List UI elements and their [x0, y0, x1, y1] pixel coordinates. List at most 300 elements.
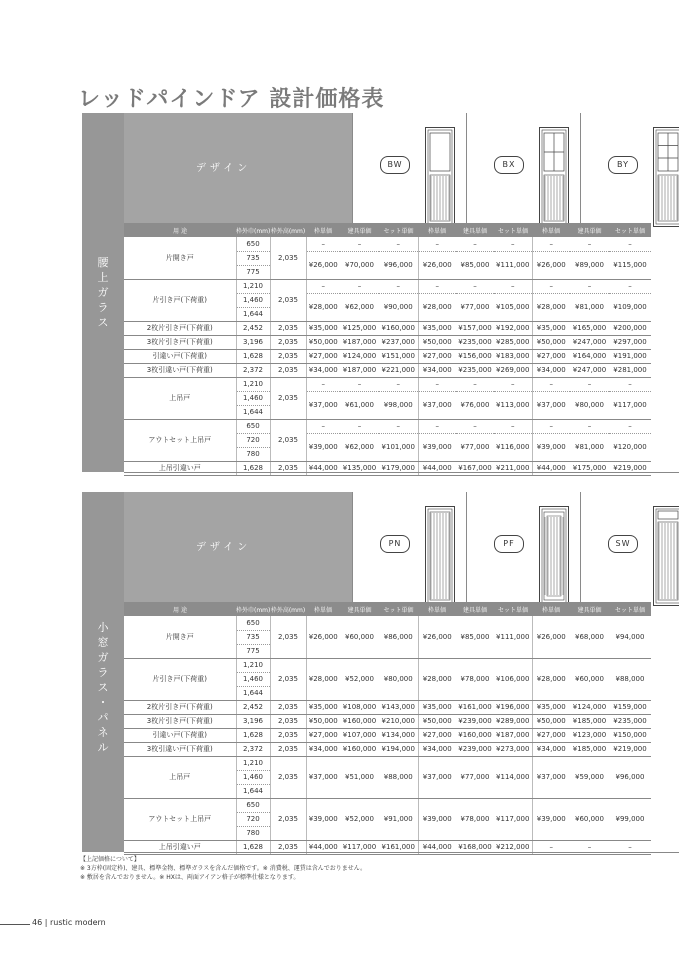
price-cell: ¥160,000 [340, 742, 379, 756]
price-cell: ¥50,000 [532, 335, 570, 349]
table-row [124, 756, 651, 770]
section-side-text [82, 255, 124, 330]
door-code-badge: BX [494, 156, 524, 174]
price-cell: ¥50,000 [418, 714, 456, 728]
row-use: 引違い戸(下荷重) [124, 728, 236, 742]
price-cell: ¥196,000 [494, 700, 532, 714]
price-cell: ¥239,000 [456, 742, 494, 756]
price-cell: ¥160,000 [379, 321, 418, 335]
cell-width: 1,628 [236, 461, 270, 475]
column-header: 用 途 [124, 602, 236, 616]
price-cell: ¥34,000 [306, 363, 340, 377]
table-row [124, 742, 651, 756]
price-cell: – [532, 840, 570, 854]
price-cell: – [379, 237, 418, 251]
door-design-sw [580, 492, 679, 602]
cell-width: 2,452 [236, 700, 270, 714]
price-cell: ¥247,000 [570, 363, 609, 377]
price-section-glass [82, 113, 679, 472]
column-header: セット単価 [494, 223, 532, 237]
cell-height: 2,035 [270, 419, 306, 461]
door-illustration [653, 127, 679, 227]
price-cell: ¥78,000 [456, 798, 494, 840]
price-cell: ¥185,000 [570, 742, 609, 756]
section-side-text [82, 620, 124, 755]
side-char: ネ [97, 726, 109, 739]
price-cell: ¥62,000 [340, 433, 379, 461]
side-char: 窓 [97, 636, 109, 649]
cell-height: 2,035 [270, 335, 306, 349]
side-char: ガ [97, 286, 109, 299]
price-cell: – [306, 377, 340, 391]
price-cell: – [418, 279, 456, 293]
price-cell: ¥28,000 [418, 658, 456, 700]
price-cell: ¥212,000 [494, 840, 532, 854]
section-bottom-rule [124, 472, 679, 473]
price-cell: ¥28,000 [532, 658, 570, 700]
cell-height: 2,035 [270, 714, 306, 728]
price-cell: ¥80,000 [570, 391, 609, 419]
side-char: 小 [97, 621, 109, 634]
price-cell: ¥179,000 [379, 461, 418, 475]
design-header [124, 492, 352, 602]
price-cell: ¥28,000 [306, 658, 340, 700]
price-cell: ¥37,000 [418, 756, 456, 798]
column-header: 建具単価 [456, 223, 494, 237]
door-design-pn [352, 492, 467, 602]
side-char: ス [97, 681, 109, 694]
price-cell: ¥116,000 [494, 433, 532, 461]
price-cell: ¥27,000 [418, 349, 456, 363]
side-char: ル [97, 741, 109, 754]
price-cell: ¥52,000 [340, 798, 379, 840]
cell-width: 650 [236, 616, 270, 630]
footer-rule [0, 924, 30, 925]
price-cell: – [532, 377, 570, 391]
table-row [124, 700, 651, 714]
row-use: 3枚引違い戸(下荷重) [124, 363, 236, 377]
price-cell: ¥123,000 [570, 728, 609, 742]
column-header: 枠単価 [306, 223, 340, 237]
price-cell: ¥28,000 [532, 293, 570, 321]
door-code-badge: PN [380, 535, 410, 553]
price-cell: ¥88,000 [379, 756, 418, 798]
notes-line-2: ※ 敷居を含んでおりません。※ HXは、両面アイアン格子が標準仕様となります。 [80, 874, 300, 881]
price-cell: – [418, 419, 456, 433]
cell-width: 1,628 [236, 728, 270, 742]
price-table [124, 602, 651, 855]
column-header: セット単価 [494, 602, 532, 616]
price-cell: ¥192,000 [494, 321, 532, 335]
price-cell: ¥50,000 [306, 335, 340, 349]
table-row [124, 616, 651, 630]
price-cell: ¥210,000 [379, 714, 418, 728]
price-cell: ¥125,000 [340, 321, 379, 335]
cell-width: 2,452 [236, 321, 270, 335]
price-cell: ¥115,000 [609, 251, 651, 279]
row-use: 3枚片引き戸(下荷重) [124, 714, 236, 728]
door-code-badge: SW [608, 535, 638, 553]
price-cell: ¥68,000 [570, 616, 609, 658]
price-cell: ¥168,000 [456, 840, 494, 854]
price-cell: ¥39,000 [306, 433, 340, 461]
row-use: 上吊戸 [124, 756, 236, 798]
side-char: ラ [97, 301, 109, 314]
table-row [124, 798, 651, 812]
door-illustration [653, 506, 679, 606]
cell-height: 2,035 [270, 756, 306, 798]
cell-width: 1,644 [236, 307, 270, 321]
row-use: アウトセット上吊戸 [124, 419, 236, 461]
price-cell: ¥88,000 [609, 658, 651, 700]
price-cell: ¥235,000 [609, 714, 651, 728]
price-cell: – [340, 279, 379, 293]
cell-width: 650 [236, 798, 270, 812]
price-cell: ¥51,000 [340, 756, 379, 798]
cell-height: 2,035 [270, 237, 306, 279]
row-use: アウトセット上吊戸 [124, 798, 236, 840]
row-use: 3枚片引き戸(下荷重) [124, 335, 236, 349]
price-cell: – [306, 419, 340, 433]
cell-width: 2,372 [236, 363, 270, 377]
table-row [124, 363, 651, 377]
price-cell: ¥35,000 [532, 700, 570, 714]
price-cell: ¥77,000 [456, 756, 494, 798]
price-cell: ¥91,000 [379, 798, 418, 840]
price-cell: ¥77,000 [456, 293, 494, 321]
price-cell: ¥150,000 [609, 728, 651, 742]
column-header: 建具単価 [340, 602, 379, 616]
cell-width: 720 [236, 812, 270, 826]
price-cell: – [532, 237, 570, 251]
price-cell: ¥39,000 [532, 798, 570, 840]
cell-height: 2,035 [270, 461, 306, 475]
price-cell: – [418, 377, 456, 391]
price-cell: – [340, 419, 379, 433]
price-cell: ¥37,000 [418, 391, 456, 419]
table-row [124, 728, 651, 742]
price-cell: ¥219,000 [609, 461, 651, 475]
price-cell: ¥157,000 [456, 321, 494, 335]
row-use: 片開き戸 [124, 237, 236, 279]
column-header: セット単価 [379, 223, 418, 237]
table-row [124, 419, 651, 433]
price-cell: ¥167,000 [456, 461, 494, 475]
price-section-panel [82, 492, 679, 852]
price-cell: ¥111,000 [494, 251, 532, 279]
price-cell: ¥94,000 [609, 616, 651, 658]
price-cell: ¥81,000 [570, 293, 609, 321]
cell-width: 1,210 [236, 658, 270, 672]
price-cell: ¥35,000 [418, 321, 456, 335]
price-cell: – [306, 279, 340, 293]
row-use: 上吊引違い戸 [124, 461, 236, 475]
price-cell: – [306, 237, 340, 251]
cell-height: 2,035 [270, 279, 306, 321]
price-cell: ¥194,000 [379, 742, 418, 756]
price-cell: ¥108,000 [340, 700, 379, 714]
price-cell: – [609, 279, 651, 293]
price-cell: ¥151,000 [379, 349, 418, 363]
row-use: 引違い戸(下荷重) [124, 349, 236, 363]
price-table [124, 223, 651, 476]
price-cell: ¥156,000 [456, 349, 494, 363]
price-cell: ¥52,000 [340, 658, 379, 700]
price-cell: ¥78,000 [456, 658, 494, 700]
price-cell: ¥44,000 [532, 461, 570, 475]
price-cell: ¥34,000 [418, 363, 456, 377]
price-cell: ¥39,000 [306, 798, 340, 840]
cell-width: 780 [236, 826, 270, 840]
cell-width: 3,196 [236, 714, 270, 728]
price-cell: ¥34,000 [532, 742, 570, 756]
row-use: 2枚片引き戸(下荷重) [124, 321, 236, 335]
price-cell: ¥26,000 [418, 616, 456, 658]
price-cell: ¥113,000 [494, 391, 532, 419]
price-cell: – [494, 377, 532, 391]
price-cell: ¥60,000 [570, 798, 609, 840]
price-cell: – [609, 419, 651, 433]
price-cell: ¥27,000 [418, 728, 456, 742]
column-header: 建具単価 [570, 223, 609, 237]
price-cell: ¥37,000 [306, 391, 340, 419]
price-cell: ¥26,000 [418, 251, 456, 279]
price-cell: ¥26,000 [532, 251, 570, 279]
door-code-badge: PF [494, 535, 524, 553]
price-cell: ¥39,000 [418, 433, 456, 461]
price-cell: ¥107,000 [340, 728, 379, 742]
column-header: 枠外巾(mm) [236, 602, 270, 616]
price-cell: ¥35,000 [306, 700, 340, 714]
price-cell: – [494, 419, 532, 433]
column-header: セット単価 [609, 223, 651, 237]
cell-height: 2,035 [270, 658, 306, 700]
column-header: 枠単価 [418, 223, 456, 237]
column-header: 建具単価 [456, 602, 494, 616]
price-cell: ¥44,000 [418, 461, 456, 475]
price-cell: – [609, 840, 651, 854]
price-cell: ¥134,000 [379, 728, 418, 742]
price-cell: – [456, 377, 494, 391]
price-cell: ¥60,000 [570, 658, 609, 700]
column-header: 枠単価 [532, 223, 570, 237]
door-design-bx [466, 113, 581, 223]
price-cell: ¥297,000 [609, 335, 651, 349]
cell-width: 1,210 [236, 279, 270, 293]
price-cell: ¥117,000 [340, 840, 379, 854]
price-cell: ¥26,000 [306, 251, 340, 279]
cell-width: 3,196 [236, 335, 270, 349]
price-cell: ¥34,000 [532, 363, 570, 377]
row-use: 片引き戸(下荷重) [124, 279, 236, 321]
design-header [124, 113, 352, 223]
cell-width: 1,644 [236, 686, 270, 700]
page-footer [32, 918, 106, 927]
cell-width: 1,460 [236, 391, 270, 405]
side-char: ・ [97, 696, 109, 709]
price-cell: ¥235,000 [456, 363, 494, 377]
price-cell: – [379, 377, 418, 391]
price-cell: ¥124,000 [570, 700, 609, 714]
row-use: 上吊戸 [124, 377, 236, 419]
row-use: 片引き戸(下荷重) [124, 658, 236, 700]
price-cell: ¥85,000 [456, 616, 494, 658]
price-cell: ¥114,000 [494, 756, 532, 798]
column-header: 枠単価 [306, 602, 340, 616]
price-cell: ¥28,000 [418, 293, 456, 321]
price-cell: ¥235,000 [456, 335, 494, 349]
price-cell: – [532, 279, 570, 293]
column-header: 用 途 [124, 223, 236, 237]
footer-brand: rustic modern [49, 918, 106, 927]
cell-width: 775 [236, 265, 270, 279]
column-header: 建具単価 [570, 602, 609, 616]
column-header: 枠単価 [418, 602, 456, 616]
price-cell: ¥183,000 [494, 349, 532, 363]
price-cell: – [532, 419, 570, 433]
price-cell: ¥27,000 [306, 349, 340, 363]
price-cell: ¥85,000 [456, 251, 494, 279]
cell-height: 2,035 [270, 728, 306, 742]
price-cell: – [609, 237, 651, 251]
section-side-label [82, 113, 124, 472]
table-row [124, 349, 651, 363]
page-title: レッドパインドア 設計価格表 [78, 87, 385, 112]
cell-width: 650 [236, 237, 270, 251]
price-cell: ¥50,000 [532, 714, 570, 728]
cell-height: 2,035 [270, 363, 306, 377]
price-cell: – [570, 279, 609, 293]
table-row [124, 714, 651, 728]
table-row [124, 335, 651, 349]
price-cell: ¥77,000 [456, 433, 494, 461]
table-row [124, 321, 651, 335]
cell-width: 1,628 [236, 840, 270, 854]
cell-height: 2,035 [270, 840, 306, 854]
price-cell: ¥117,000 [609, 391, 651, 419]
price-cell: ¥81,000 [570, 433, 609, 461]
price-cell: ¥165,000 [570, 321, 609, 335]
price-cell: ¥106,000 [494, 658, 532, 700]
price-cell: ¥99,000 [609, 798, 651, 840]
cell-height: 2,035 [270, 321, 306, 335]
price-cell: ¥247,000 [570, 335, 609, 349]
cell-height: 2,035 [270, 700, 306, 714]
side-char: ガ [97, 651, 109, 664]
price-cell: ¥161,000 [379, 840, 418, 854]
price-cell: ¥237,000 [379, 335, 418, 349]
price-cell: – [456, 237, 494, 251]
price-cell: – [340, 237, 379, 251]
price-cell: ¥35,000 [418, 700, 456, 714]
price-cell: ¥44,000 [306, 840, 340, 854]
cell-height: 2,035 [270, 616, 306, 658]
price-cell: ¥90,000 [379, 293, 418, 321]
door-code-badge: BY [608, 156, 638, 174]
door-design-bw [352, 113, 467, 223]
table-row [124, 377, 651, 391]
side-char: パ [97, 711, 109, 724]
door-illustration [539, 127, 569, 227]
price-cell: ¥120,000 [609, 433, 651, 461]
price-cell: – [609, 377, 651, 391]
column-header: セット単価 [379, 602, 418, 616]
section-bottom-rule [124, 852, 679, 853]
column-header: 枠単価 [532, 602, 570, 616]
price-cell: ¥191,000 [609, 349, 651, 363]
price-cell: – [379, 419, 418, 433]
price-cell: ¥60,000 [340, 616, 379, 658]
cell-width: 1,460 [236, 672, 270, 686]
column-header: 枠外高(mm) [270, 223, 306, 237]
price-cell: ¥28,000 [306, 293, 340, 321]
price-cell: ¥39,000 [418, 798, 456, 840]
cell-width: 1,644 [236, 784, 270, 798]
price-cell: ¥96,000 [379, 251, 418, 279]
price-cell: ¥160,000 [456, 728, 494, 742]
price-cell: ¥35,000 [532, 321, 570, 335]
cell-height: 2,035 [270, 377, 306, 419]
notes-line-1: ※ 3方枠(固定枠)、建具、標準金物、標準ガラスを含んだ価格です。※ 消費税、運賃は含んでおりません。 [80, 865, 367, 872]
price-cell: ¥34,000 [418, 742, 456, 756]
door-illustration [425, 506, 455, 606]
price-cell: ¥135,000 [340, 461, 379, 475]
page-number: 46 [32, 918, 43, 927]
price-cell: ¥289,000 [494, 714, 532, 728]
cell-height: 2,035 [270, 742, 306, 756]
price-cell: ¥105,000 [494, 293, 532, 321]
price-cell: – [456, 279, 494, 293]
row-use: 片開き戸 [124, 616, 236, 658]
price-cell: – [494, 237, 532, 251]
price-cell: ¥27,000 [532, 728, 570, 742]
column-header: 建具単価 [340, 223, 379, 237]
side-char: 腰 [97, 256, 109, 269]
price-cell: ¥161,000 [456, 700, 494, 714]
price-cell: ¥59,000 [570, 756, 609, 798]
price-cell: ¥37,000 [532, 756, 570, 798]
price-cell: ¥143,000 [379, 700, 418, 714]
cell-width: 735 [236, 251, 270, 265]
door-illustration [425, 127, 455, 227]
cell-width: 1,460 [236, 293, 270, 307]
price-cell: ¥26,000 [532, 616, 570, 658]
row-use: 3枚引違い戸(下荷重) [124, 742, 236, 756]
door-code-badge: BW [380, 156, 410, 174]
price-cell: ¥111,000 [494, 616, 532, 658]
price-cell: – [418, 237, 456, 251]
price-cell: ¥219,000 [609, 742, 651, 756]
cell-width: 1,210 [236, 377, 270, 391]
price-cell: ¥27,000 [532, 349, 570, 363]
price-cell: ¥273,000 [494, 742, 532, 756]
price-cell: – [570, 840, 609, 854]
row-use: 上吊引違い戸 [124, 840, 236, 854]
side-char: ラ [97, 666, 109, 679]
price-cell: ¥26,000 [306, 616, 340, 658]
price-cell: – [379, 279, 418, 293]
price-cell: – [570, 377, 609, 391]
cell-width: 1,628 [236, 349, 270, 363]
table-row [124, 658, 651, 672]
price-cell: ¥62,000 [340, 293, 379, 321]
price-cell: – [456, 419, 494, 433]
price-cell: ¥61,000 [340, 391, 379, 419]
cell-width: 720 [236, 433, 270, 447]
door-illustration [539, 506, 569, 606]
price-cell: ¥96,000 [609, 756, 651, 798]
price-cell: ¥285,000 [494, 335, 532, 349]
